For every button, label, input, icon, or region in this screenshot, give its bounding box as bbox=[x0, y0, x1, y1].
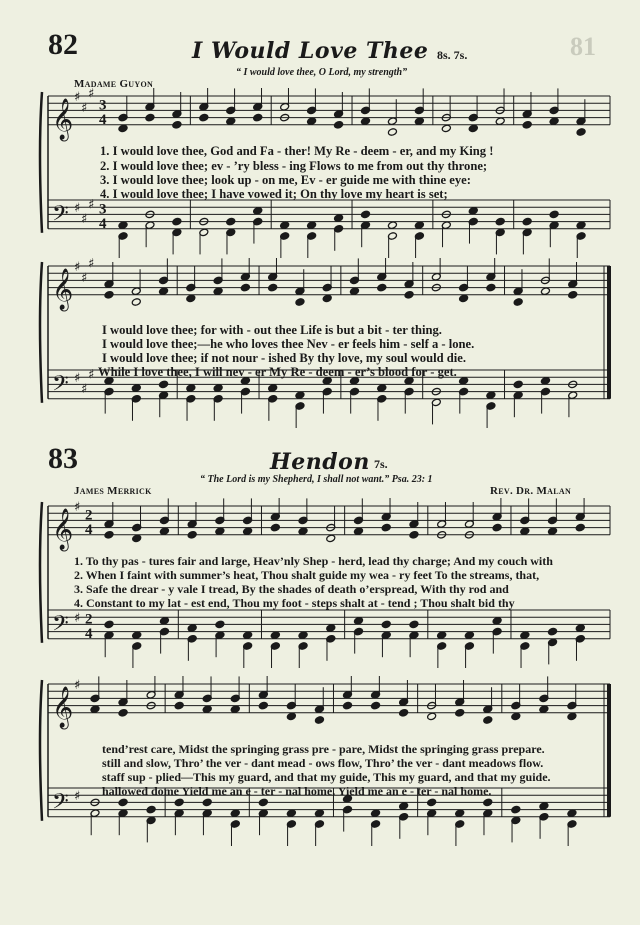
svg-text:♯: ♯ bbox=[81, 100, 88, 116]
lyric-verse-1: 1. I would love thee, God and Fa - ther! My Re - deem - er, and my King ! bbox=[100, 144, 494, 158]
svg-text:𝄢: 𝄢 bbox=[52, 611, 69, 642]
lyric-verse-3: staff sup - plied—This my guard, and that my guide, This my guard, and that my guide. bbox=[102, 770, 551, 784]
svg-text:♯: ♯ bbox=[88, 367, 95, 383]
lyric-verse-2: I would love thee;—he who loves thee Nev - er feels him - self a - lone. bbox=[102, 337, 475, 351]
svg-text:𝄞: 𝄞 bbox=[52, 508, 74, 550]
lyric-verse-3: I would love thee; if not nour - ished By thy love, my soul would die. bbox=[102, 351, 466, 365]
svg-text:♯: ♯ bbox=[81, 270, 88, 286]
lyric-verse-3: 3. I would love thee; look up - on me, Ev - er guide me with thine eye: bbox=[100, 173, 471, 187]
svg-text:♯: ♯ bbox=[74, 260, 81, 275]
lyric-verse-4: While I love thee, I will nev - er My Re - deem - er’s blood for - get. bbox=[98, 365, 457, 379]
composer-credit: Madame Guyon bbox=[74, 78, 154, 90]
hymn-number: 83 bbox=[48, 442, 78, 475]
svg-text:♯: ♯ bbox=[74, 611, 81, 627]
lyric-verse-2: 2. I would love thee; ev - ’ry bless - ing Flows to me from out thy throne; bbox=[100, 159, 488, 173]
svg-text:♯: ♯ bbox=[88, 88, 95, 102]
svg-text:♯: ♯ bbox=[74, 678, 81, 693]
scripture-epigraph: “ I would love thee, O Lord, my strength” bbox=[236, 67, 408, 78]
svg-text:♯: ♯ bbox=[81, 382, 88, 397]
bleed-through-number: 81 bbox=[570, 32, 596, 61]
svg-text:3: 3 bbox=[99, 97, 107, 114]
svg-text:♯: ♯ bbox=[81, 212, 88, 227]
hymn-number: 82 bbox=[48, 28, 78, 61]
lyric-verse-1: 1. To thy pas - tures fair and large, Heav’nly Shep - herd, lead thy charge; And my couch with bbox=[74, 554, 553, 568]
lyric-verse-2: still and slow, Thro’ the ver - dant mead - ows flow, Thro’ the ver - dant meadows flow. bbox=[102, 756, 544, 770]
svg-text:𝄞: 𝄞 bbox=[52, 268, 74, 310]
svg-text:♯: ♯ bbox=[74, 371, 81, 387]
svg-text:4: 4 bbox=[99, 112, 107, 129]
composer-credit: Rev. Dr. Malan bbox=[490, 485, 572, 497]
lyric-verse-4: 4. Constant to my lat - est end, Thou my foot - steps shalt at - tend ; Thou shalt bid thy bbox=[74, 596, 515, 610]
svg-text:♯: ♯ bbox=[74, 789, 81, 805]
lyric-verse-1: I would love thee; for with - out thee Life is but a bit - ter thing. bbox=[102, 323, 442, 337]
lyric-verse-2: 2. When I faint with summer’s heat, Thou shalt guide my wea - ry feet To the streams, that, bbox=[74, 568, 540, 582]
hymn-title: I Would Love Thee bbox=[192, 38, 429, 64]
lyric-verse-4: 4. I would love thee; I have vowed it; On thy love my heart is set; bbox=[100, 187, 448, 201]
svg-text:2: 2 bbox=[85, 611, 93, 628]
author-credit: James Merrick bbox=[74, 485, 152, 497]
svg-text:♯: ♯ bbox=[74, 500, 81, 515]
lyric-verse-4: hallowed dome Yield me an e - ter - nal home. Yield me an e - ter - nal home. bbox=[102, 784, 492, 798]
svg-text:2: 2 bbox=[85, 507, 93, 524]
svg-text:4: 4 bbox=[99, 216, 107, 233]
scripture-epigraph: “ The Lord is my Shepherd, I shall not want.” Psa. 23: 1 bbox=[200, 474, 433, 485]
svg-text:♯: ♯ bbox=[88, 197, 95, 213]
svg-text:𝄢: 𝄢 bbox=[52, 201, 69, 232]
hymn-title: Hendon bbox=[270, 449, 370, 475]
meter: 8s. 7s. bbox=[437, 48, 468, 62]
meter: 7s. bbox=[374, 457, 388, 471]
svg-text:𝄢: 𝄢 bbox=[52, 371, 69, 402]
svg-text:𝄢: 𝄢 bbox=[52, 789, 69, 820]
svg-text:3: 3 bbox=[99, 201, 107, 218]
lyric-verse-3: 3. Safe the drear - y vale I tread, By the shades of death o’erspread, With thy rod and bbox=[74, 582, 509, 596]
svg-text:𝄞: 𝄞 bbox=[52, 686, 74, 728]
lyric-verse-1: tend’rest care, Midst the springing grass pre - pare, Midst the springing grass prepare. bbox=[102, 742, 545, 756]
svg-text:𝄞: 𝄞 bbox=[52, 98, 74, 140]
svg-text:♯: ♯ bbox=[88, 258, 95, 272]
svg-text:4: 4 bbox=[85, 626, 93, 643]
svg-text:♯: ♯ bbox=[74, 201, 81, 217]
svg-text:4: 4 bbox=[85, 522, 93, 539]
svg-text:♯: ♯ bbox=[74, 90, 81, 105]
